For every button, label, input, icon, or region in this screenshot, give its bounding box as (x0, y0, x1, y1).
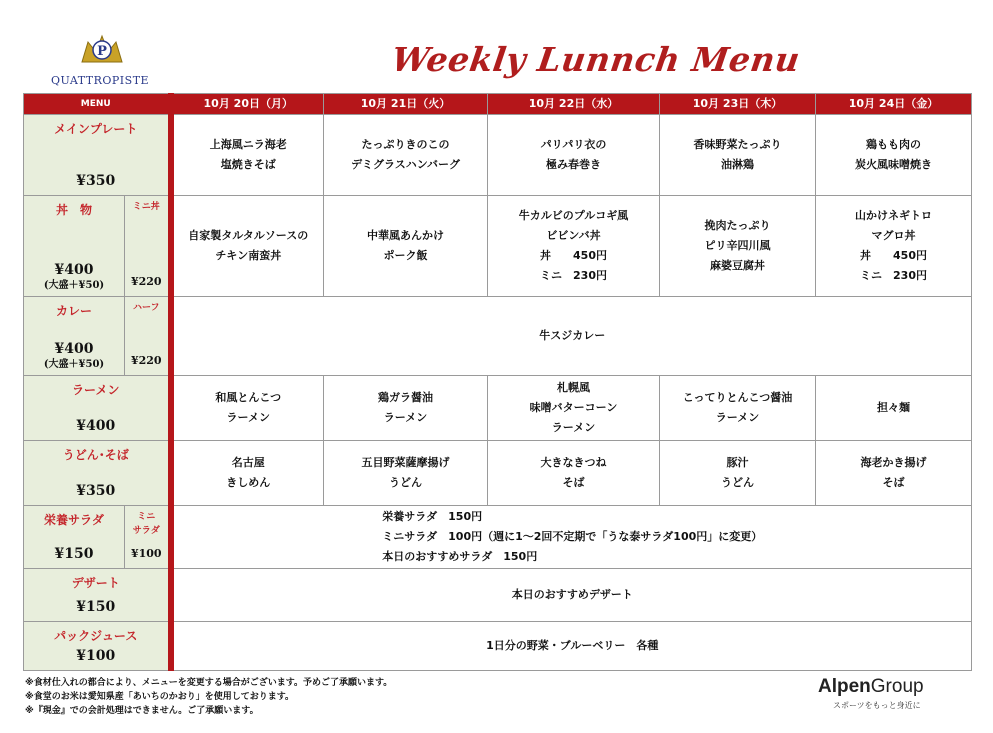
daily-item-cell (660, 441, 816, 506)
quattropiste-logo (30, 32, 170, 92)
menu-item-line: パリパリ衣の (540, 138, 607, 151)
menu-row (24, 297, 972, 376)
daily-item-cell (171, 297, 972, 376)
menu-item-line: 大きなきつね (540, 456, 607, 469)
menu-row (24, 441, 972, 506)
menu-item-line: 本日のおすすめサラダ 150円 (382, 550, 538, 563)
menu-item-line: そば (562, 476, 585, 489)
page-title: Weekly Lunnch Menu (389, 40, 803, 79)
daily-item-cell (488, 115, 660, 196)
menu-item-line: 極み春巻き (546, 158, 602, 171)
menu-item-line: 中華風あんかけ (367, 229, 445, 242)
menu-item-line: 担々麺 (877, 401, 911, 414)
menu-table (23, 93, 972, 671)
category-price: ¥400 (54, 341, 94, 357)
menu-item-line: 牛カルビのプルコギ風 (518, 209, 629, 222)
sub-size-cell (125, 506, 171, 569)
menu-item-line: たっぷりきのこの (361, 138, 450, 151)
alpen-group-logo (818, 676, 958, 711)
menu-item-line: 海老かき揚げ (860, 456, 927, 469)
daily-item-cell (171, 441, 324, 506)
category-cell (24, 376, 171, 441)
menu-item-line: 挽肉たっぷり (704, 219, 771, 232)
menu-item-line: 和風とんこつ (215, 391, 282, 404)
category-cell (24, 441, 171, 506)
menu-item-line: こってりとんこつ醤油 (682, 391, 793, 404)
menu-item-line: ラーメン (226, 411, 270, 424)
category-cell (24, 196, 125, 297)
daily-item-cell (488, 441, 660, 506)
category-price: ¥350 (76, 483, 116, 499)
day-header: 10月 23日（木） (660, 94, 816, 115)
daily-item-cell (324, 115, 488, 196)
daily-item-cell (171, 622, 972, 671)
daily-item-cell (171, 115, 324, 196)
category-name: うどん･そば (62, 448, 129, 462)
menu-item-line: ミニサラダ 100円（週に1～2回不定期で「うな泰サラダ100円」に変更） (382, 530, 763, 543)
footer-notes (25, 676, 392, 718)
menu-item-line: 五目野菜薩摩揚げ (361, 456, 450, 469)
sub-size-name: ミニ丼 (132, 202, 160, 212)
menu-header: MENU (24, 94, 171, 115)
sub-size-cell (125, 196, 171, 297)
daily-item-cell (488, 376, 660, 441)
menu-item-line: うどん (389, 476, 423, 489)
menu-body (24, 115, 972, 671)
menu-row (24, 376, 972, 441)
footer-note: ※『現金』での会計処理はできません。ご了承願います。 (25, 706, 259, 716)
sponsor-tagline: スポーツをもっと身近に (833, 701, 921, 710)
category-cell (24, 569, 171, 622)
category-name: カレー (55, 304, 92, 318)
menu-item-line: ラーメン (551, 421, 596, 434)
menu-item-line: ラーメン (383, 411, 428, 424)
day-header: 10月 21日（火） (324, 94, 488, 115)
category-name: メインプレート (54, 122, 138, 136)
category-cell (24, 297, 125, 376)
daily-item-cell (171, 376, 324, 441)
menu-item-line: 油淋鶏 (721, 158, 755, 171)
menu-row (24, 622, 972, 671)
menu-item-line: ラーメン (715, 411, 760, 424)
daily-item-cell (816, 115, 972, 196)
day-header: 10月 24日（金） (816, 94, 972, 115)
daily-item-cell (660, 376, 816, 441)
sub-size-price: ¥100 (130, 547, 162, 560)
sub-size-price: ¥220 (130, 275, 162, 288)
category-price: ¥100 (76, 648, 116, 664)
menu-item-line: 牛スジカレー (539, 329, 606, 342)
daily-item-cell (324, 196, 488, 297)
category-name: デザート (71, 576, 120, 590)
sub-size-price: ¥220 (130, 354, 162, 367)
menu-item-line: 鶏ガラ醤油 (378, 391, 434, 404)
daily-item-cell (171, 569, 972, 622)
menu-item-line: きしめん (226, 476, 271, 489)
sponsor-name: AlpenGroup (818, 676, 924, 697)
menu-item-line: ピリ辛四川風 (704, 239, 771, 252)
menu-item-line: 山かけネギトロ (855, 209, 933, 222)
menu-item-line: 麻婆豆腐丼 (710, 259, 766, 272)
category-price: ¥150 (76, 599, 116, 615)
category-cell (24, 622, 171, 671)
menu-item-line: 札幌風 (557, 381, 591, 394)
menu-row (24, 115, 972, 196)
category-name: ラーメン (72, 383, 120, 397)
category-price: ¥400 (76, 418, 116, 434)
menu-item-line: ビビンバ丼 (546, 229, 601, 242)
menu-item-line: そば (882, 476, 905, 489)
menu-item-line: ポーク飯 (383, 249, 428, 262)
menu-item-line: 塩焼きそば (220, 158, 276, 171)
category-name: パックジュース (54, 629, 138, 643)
menu-item-line: うどん (721, 476, 755, 489)
category-price: ¥150 (54, 546, 94, 562)
menu-item-line: ミニ 230円 (860, 269, 927, 282)
sub-size-name: ハーフ (132, 303, 160, 313)
menu-item-line: 豚汁 (726, 456, 749, 469)
daily-item-cell (324, 441, 488, 506)
menu-item-line: 本日のおすすめデザート (511, 588, 633, 601)
sub-size-cell (125, 297, 171, 376)
header-row (24, 94, 972, 115)
menu-item-line: デミグラスハンバーグ (351, 158, 460, 171)
menu-item-line: 丼 450円 (540, 249, 607, 262)
menu-item-line: 丼 450円 (860, 249, 927, 262)
daily-item-cell (488, 196, 660, 297)
day-header: 10月 22日（水） (488, 94, 660, 115)
menu-item-line: 味噌バターコーン (529, 401, 618, 414)
menu-row (24, 506, 972, 569)
category-cell (24, 506, 125, 569)
menu-item-line: 名古屋 (231, 456, 265, 469)
daily-item-cell (816, 441, 972, 506)
price-note: (大盛＋¥50) (43, 359, 105, 370)
daily-item-cell (816, 376, 972, 441)
menu-item-line: 香味野菜たっぷり (693, 138, 782, 151)
crown-emblem-icon (80, 32, 124, 66)
menu-item-line: 炭火風味噌焼き (855, 158, 933, 171)
menu-item-line: ミニ 230円 (540, 269, 607, 282)
category-price: ¥350 (76, 173, 116, 189)
category-price: ¥400 (54, 262, 94, 278)
price-note: (大盛＋¥50) (43, 280, 105, 291)
daily-item-cell (660, 196, 816, 297)
menu-item-line: チキン南蛮丼 (215, 249, 282, 262)
daily-item-cell (171, 196, 324, 297)
sub-size-name: ミニ サラダ (132, 512, 160, 536)
brand-name: QUATTROPISTE (50, 74, 150, 87)
menu-item-line: 鶏もも肉の (866, 138, 922, 151)
category-name: 丼 物 (55, 203, 92, 217)
day-header: 10月 20日（月） (171, 94, 324, 115)
category-cell (24, 115, 171, 196)
daily-item-cell (171, 506, 972, 569)
daily-item-cell (660, 115, 816, 196)
category-name: 栄養サラダ (44, 513, 104, 527)
svg-text:P: P (97, 44, 107, 59)
menu-item-line: マグロ丼 (871, 229, 916, 242)
menu-item-line: 栄養サラダ 150円 (382, 510, 483, 523)
menu-item-line: 自家製タルタルソースの (188, 229, 309, 242)
footer-note: ※食材仕入れの都合により、メニューを変更する場合がございます。予めご了承願います。 (25, 678, 393, 688)
footer-note: ※食堂のお米は愛知県産「あいちのかおり」を使用しております。 (25, 692, 295, 702)
menu-item-line: 上海風ニラ海老 (209, 138, 287, 151)
menu-item-line: 1日分の野菜・ブルーベリー 各種 (486, 639, 659, 652)
daily-item-cell (816, 196, 972, 297)
daily-item-cell (324, 376, 488, 441)
menu-row (24, 569, 972, 622)
menu-row (24, 196, 972, 297)
